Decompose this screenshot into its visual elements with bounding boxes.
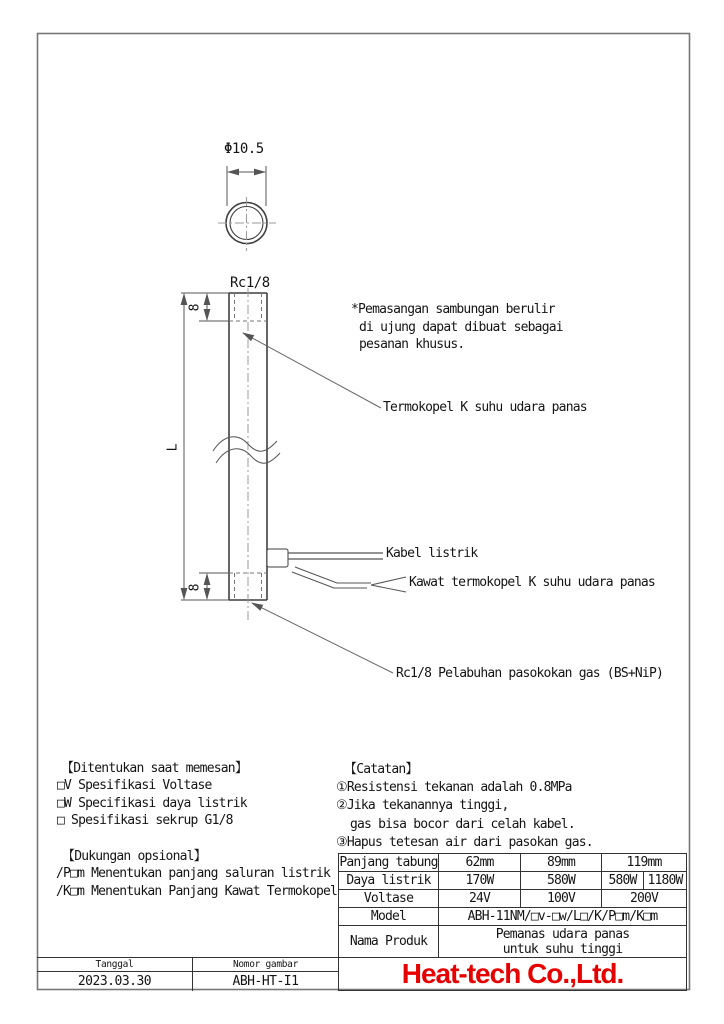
optional-support-item: /P□m Menentukan panjang saluran listrik	[56, 866, 331, 882]
thermocouple-label: Termokopel K suhu udara panas	[383, 400, 587, 415]
thermocouple-wire-label: Kawat termokopel K suhu udara panas	[409, 575, 655, 590]
drawing-number-label: Nomor gambar	[193, 958, 338, 972]
bottom-thread-depth-label: 8	[187, 583, 203, 592]
top-thread-depth-label: 8	[187, 303, 203, 312]
title-block-number-col	[192, 958, 338, 991]
model-label: Model	[339, 908, 439, 926]
table-row-voltage	[339, 890, 687, 908]
table-row-product	[339, 926, 687, 958]
thread-option-note-line: *Pemasangan sambungan berulir	[351, 302, 555, 317]
gas-port-label: Rc1/8 Pelabuhan pasokokan gas (BS+NiP)	[396, 666, 664, 681]
table-row-model	[339, 908, 687, 926]
product-label: Nama Produk	[339, 926, 439, 958]
drawing-number-value: ABH-HT-I1	[232, 974, 299, 989]
note-line: ③Hapus tetesan air dari pasokan gas.	[336, 834, 593, 850]
power-170: 170W	[439, 872, 521, 890]
voltage-24: 24V	[439, 890, 521, 908]
optional-support-title: 【Dukungan opsional】	[62, 849, 206, 864]
spec-table	[338, 853, 687, 958]
order-spec-title: 【Ditentukan saat memesan】	[61, 761, 248, 776]
product-name-value	[439, 926, 687, 958]
company-logo-box	[338, 957, 687, 991]
thread-option-note	[351, 301, 563, 354]
thermocouple-wire-lines	[292, 567, 406, 592]
order-spec-item: □ Spesifikasi sekrup G1/8	[57, 812, 233, 828]
optional-support-item: /K□m Menentukan Panjang Kawat Termokopel	[56, 883, 338, 899]
voltage-200: 200V	[602, 890, 687, 908]
dimension-lines	[181, 293, 229, 600]
top-view	[218, 166, 276, 251]
product-name-line1: Pemanas udara panas	[495, 926, 630, 942]
tube-length-119: 119mm	[602, 854, 687, 872]
cable-connector-box	[267, 549, 288, 567]
table-row-tube-length	[339, 854, 687, 872]
front-view-tube	[213, 288, 280, 621]
notes-block	[336, 761, 593, 852]
note-line: ①Resistensi tekanan adalah 0.8MPa	[336, 780, 572, 796]
table-row-power	[339, 872, 687, 890]
thread-option-note-line: pesanan khusus.	[359, 337, 465, 352]
thread-option-note-line: di ujung dapat dibuat sebagai	[359, 319, 563, 335]
tube-length-label: Panjang tabung	[339, 855, 438, 870]
voltage-100: 100V	[521, 890, 602, 908]
power-cable-lines	[288, 553, 383, 559]
power-580a: 580W	[521, 872, 602, 890]
title-block-date-col	[37, 958, 192, 991]
length-dimension-label: L	[165, 443, 181, 452]
order-spec-block	[57, 760, 247, 829]
order-spec-item: □V Spesifikasi Voltase	[57, 778, 212, 794]
tube-length-62: 62mm	[439, 854, 521, 872]
title-block	[37, 957, 338, 991]
diameter-dimension-label: Φ10.5	[224, 141, 264, 157]
date-value: 2023.03.30	[77, 974, 152, 989]
notes-title: 【Catatan】	[344, 762, 418, 777]
power-1180: 1180W	[644, 872, 687, 890]
note-line: gas bisa bocor dari celah kabel.	[350, 816, 575, 832]
power-cable-label: Kabel listrik	[386, 546, 478, 561]
company-logo: Heat-tech Co.,Ltd.	[401, 958, 624, 989]
tube-length-89: 89mm	[521, 854, 602, 872]
power-label: Daya listrik	[339, 872, 439, 890]
break-lines	[213, 437, 280, 463]
power-580b: 580W	[602, 872, 644, 890]
fitting-size-label: Rc1/8	[230, 275, 270, 291]
model-value: ABH-11NM/□v-□w/L□/K/P□m/K□m	[439, 908, 687, 926]
optional-support-block	[56, 848, 337, 900]
product-name-line2: untuk suhu tinggi	[502, 941, 623, 957]
order-spec-item: □W Specifikasi daya listrik	[57, 795, 247, 811]
voltage-label: Voltase	[339, 890, 439, 908]
note-line: ②Jika tekanannya tinggi,	[336, 798, 509, 814]
date-label: Tanggal	[37, 958, 192, 972]
